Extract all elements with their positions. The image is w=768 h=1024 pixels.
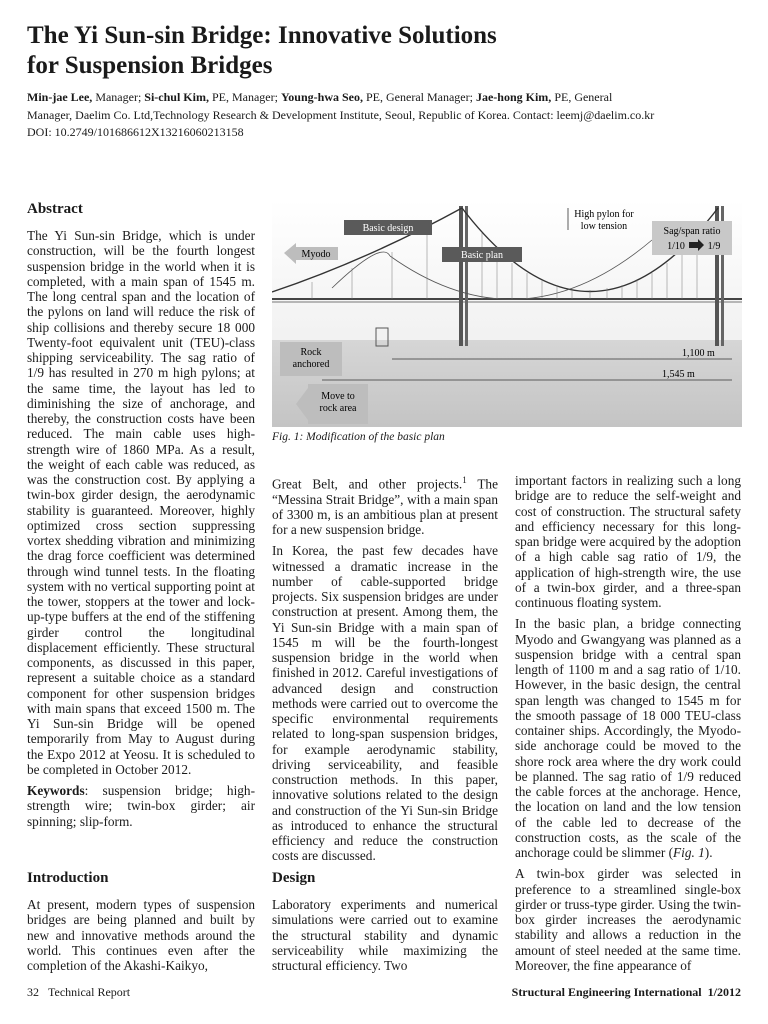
figure-caption: Fig. 1: Modification of the basic plan bbox=[272, 431, 445, 443]
introduction-heading: Introduction bbox=[27, 870, 109, 886]
author-role: PE, Manager; bbox=[208, 90, 281, 104]
basic-plan-label: Basic plan bbox=[461, 250, 503, 261]
middle-column bbox=[272, 473, 498, 870]
author-name: Jae-hong Kim, bbox=[475, 90, 552, 104]
middle-paragraph-2: In Korea, the past few decades have witnessed a dramatic increase in the number of cable-supported bridge projects. Six suspension bridges are under construction at present. Among them, the Yi Sun-sin Bridge with a main span of 1545 m will be the fourth-longest suspension bridge in the world when finished in 2012. Careful investigations of advanced design and construction methods were carried out to overcome the specific environmental requirements related to long-span suspension bridges, for example aerodynamic stability, driving serviceability, and feasible construction methods. In this paper, innovative solutions related to the design and construction of the Yi Sun-sin Bridge as introduced to enhance the structural efficiency and reduce the construction costs are discussed. bbox=[272, 543, 498, 864]
paper-title bbox=[27, 21, 747, 81]
journal-name: Structural Engineering International bbox=[511, 985, 702, 999]
sag-ratio-from: 1/10 bbox=[667, 241, 685, 252]
keywords-label: Keywords bbox=[27, 783, 85, 798]
page-number: 32 bbox=[27, 985, 39, 999]
section-name: Technical Report bbox=[48, 985, 131, 999]
design-text: Laboratory experiments and numerical simulations were carried out to examine the structural stability and dynamic serviceability while maximizing the structural efficiency. Two bbox=[272, 897, 498, 973]
abstract-heading: Abstract bbox=[27, 201, 83, 217]
footnote-ref[interactable]: 1 bbox=[462, 475, 467, 485]
right-p2-before: In the basic plan, a bridge connecting Myodo and Gwangyang was planned as a suspension bridge with a central span length of 1100 m and a sag ratio of 1/10. However, in the basic design, the central span length was changed to 1545 m for the smooth passage of 18 000 TEU-class container ships. Accordingly, the Myodo-side anchorage could be moved to the shore rock area where the dry work could be planned. The sag ratio of 1/9 reduced the cable forces at the anchorage. Hence, the location on land and the low tension of the cable led to decrease of the construction costs, as the scale of the anchorage could be slimmer ( bbox=[515, 616, 741, 860]
middle-p1-before: Great Belt, and other projects. bbox=[272, 476, 463, 492]
span-1100-label: 1,100 m bbox=[682, 348, 715, 359]
sag-ratio-title: Sag/span ratio bbox=[663, 226, 721, 237]
author-role: PE, General bbox=[551, 90, 613, 104]
right-p2-after: ). bbox=[704, 845, 713, 860]
footer-left bbox=[27, 985, 130, 1000]
bridge-diagram bbox=[272, 200, 742, 427]
right-column bbox=[515, 473, 741, 979]
title-line-2: for Suspension Bridges bbox=[27, 52, 273, 79]
move-label-2: rock area bbox=[319, 403, 357, 414]
pylon-left bbox=[459, 206, 463, 346]
span-1545-label: 1,545 m bbox=[662, 369, 695, 380]
doi: DOI: 10.2749/101686612X13216060213158 bbox=[27, 125, 244, 139]
affiliation: Manager, Daelim Co. Ltd,Technology Research & Development Institute, Seoul, Republic of Korea. Contact: leemj@daelim.co.kr bbox=[27, 108, 655, 122]
author-list bbox=[27, 88, 747, 124]
keywords-text: : suspension bridge; high-strength wire; twin-box girder; air spinning; slip-form. bbox=[27, 783, 255, 829]
basic-design-label: Basic design bbox=[362, 223, 414, 234]
rock-label-1: Rock bbox=[300, 347, 322, 358]
middle-p1-after: The “Messina Strait Bridge”, with a main span of 3300 m, is an ambitious plan at present for a new suspension bridge. bbox=[272, 476, 498, 538]
design-column bbox=[272, 897, 498, 979]
abstract-text: The Yi Sun-sin Bridge, which is under construction, will be the fourth longest suspension bridge in the world when it is completed, with a main span of 1545 m. The long central span and the location of the pylons on land will reduce the risk of ship collisions and thereby secure 18 000 Twenty-foot equivalent unit (TEU)-class shipping serviceability. The sag ratio of 1/9 has resulted in 270 m high pylons; at the same time, the layout has led to diminishing the size of anchorage, and thereby, the construction costs have been reduced. The main cable uses high-strength wire of 1860 MPa. As a result, the weight of each cable was reduced, as was the construction cost. By applying a twin-box girder design, the aerodynamic stability is guaranteed. Moreover, highly optimized cross section suppressing vortex shedding vibration and minimizing the drag force coefficient was determined through wind tunnel tests. In the floating system with no vertical supporting point at the tower, stoppers at the tower and lock-up-type buffers at the end of the stiffening girder control the longitudinal displacement efficiently. These structural components, as discussed in this paper, represent a suitable choice as a standard component for other suspension bridges with main spans that exceed 1500 m. The Yi Sun-sin Bridge will be opened temporarily from May to August during the Expo 2012 at Yeosu. It is scheduled to be completed in October 2012. bbox=[27, 228, 255, 777]
issue: 1/2012 bbox=[707, 985, 741, 999]
author-role: Manager; bbox=[92, 90, 145, 104]
keywords bbox=[27, 783, 255, 829]
right-paragraph-3: A twin-box girder was selected in preference to a streamlined single-box girder or truss-type girder. Using the twin-box girder increases the aerodynamic stability and allows a reduction in the amount of steel needed at the same time. Moreover, the fine appearance of bbox=[515, 866, 741, 973]
sag-ratio-to: 1/9 bbox=[707, 241, 721, 252]
figure-ref[interactable]: Fig. 1 bbox=[673, 845, 705, 860]
middle-paragraph-1 bbox=[272, 473, 498, 537]
move-label-1: Move to bbox=[321, 391, 355, 402]
pylon-left-leg bbox=[465, 206, 468, 346]
right-paragraph-2 bbox=[515, 616, 741, 860]
rock-label-2: anchored bbox=[292, 359, 330, 370]
introduction-column bbox=[27, 897, 255, 979]
title-line-1: The Yi Sun-sin Bridge: Innovative Solutions bbox=[27, 22, 497, 49]
author-name: Young-hwa Seo, bbox=[280, 90, 363, 104]
author-name: Si-chul Kim, bbox=[144, 90, 209, 104]
author-role: PE, General Manager; bbox=[363, 90, 476, 104]
figure-1 bbox=[272, 200, 742, 427]
high-pylon-label-2: low tension bbox=[580, 221, 628, 232]
myodo-label: Myodo bbox=[301, 249, 331, 260]
introduction-text: At present, modern types of suspension bridges are being planned and built by new and innovative methods around the world. This continues even after the completion of the Akashi-Kaikyo, bbox=[27, 897, 255, 973]
right-paragraph-1: important factors in realizing such a long bridge are to reduce the self-weight and cost of construction. The structural safety and efficiency necessary for this long-span bridge were acquired by the adoption of a high cable sag ratio of 1/9, the application of high-strength wire, the use of a twin-box girder, and a three-span continuous floating system. bbox=[515, 473, 741, 610]
high-pylon-label-1: High pylon for bbox=[574, 209, 634, 220]
abstract-column bbox=[27, 228, 255, 835]
author-name: Min-jae Lee, bbox=[27, 90, 93, 104]
footer-right bbox=[512, 985, 741, 1000]
design-heading: Design bbox=[272, 870, 316, 886]
